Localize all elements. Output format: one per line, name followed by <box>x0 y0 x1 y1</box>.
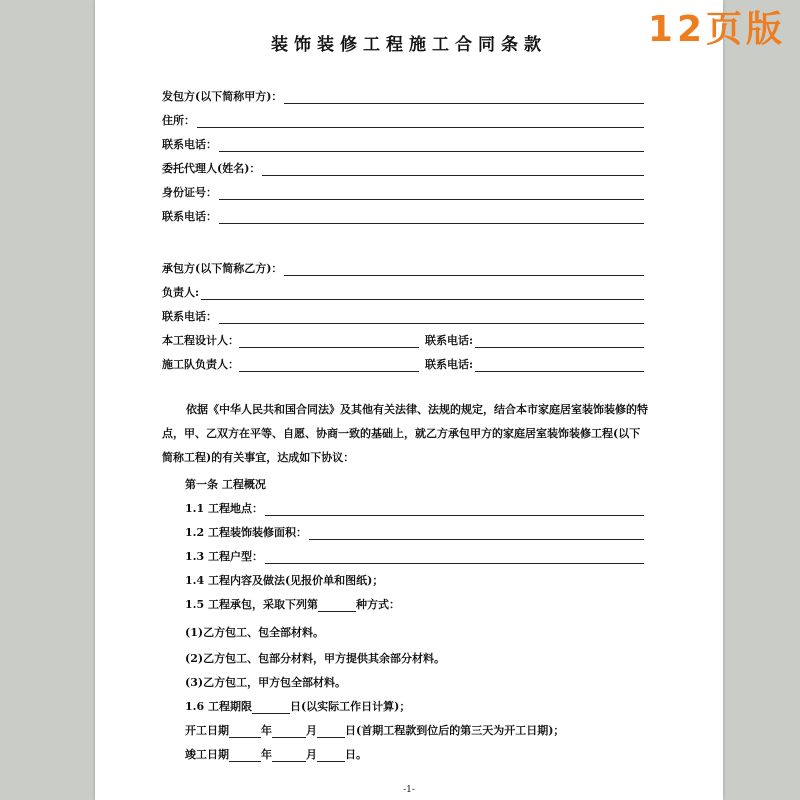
end-month-label: 月 <box>306 748 317 761</box>
party-b-name-label: 承包方(以下简称乙方)： <box>162 262 283 275</box>
option-2-text: (2)乙方包工、包部分材料，甲方提供其余部分材料。 <box>185 652 446 665</box>
page-number: -1- <box>403 785 415 795</box>
item-1-5-row <box>185 592 655 612</box>
team-leader-phone-blank[interactable] <box>475 358 644 372</box>
team-leader-label: 施工队负责人： <box>162 358 239 371</box>
party-b-phone-row <box>162 304 644 324</box>
team-leader-row <box>162 352 644 372</box>
party-a-address-label: 住所： <box>162 114 195 127</box>
designer-phone-blank[interactable] <box>475 334 644 348</box>
party-a-agent-label: 委托代理人(姓名)： <box>162 162 261 175</box>
start-date-label: 开工日期 <box>185 724 229 737</box>
start-month-label: 月 <box>306 724 317 737</box>
start-month-blank[interactable] <box>272 724 306 738</box>
party-a-id-label: 身份证号： <box>162 186 217 199</box>
unit-type-blank[interactable] <box>265 550 644 564</box>
item-1-4-row <box>185 568 655 588</box>
end-day-blank[interactable] <box>317 748 345 762</box>
end-day-label: 日。 <box>345 748 367 761</box>
option-1-row <box>185 620 655 640</box>
article-1-heading-row <box>185 472 655 492</box>
party-a-id-blank[interactable] <box>219 186 644 200</box>
party-a-agent-blank[interactable] <box>262 162 644 176</box>
team-leader-blank[interactable] <box>239 358 419 372</box>
item-1-1-row <box>185 496 655 516</box>
designer-label: 本工程设计人： <box>162 334 239 347</box>
start-year-blank[interactable] <box>229 724 261 738</box>
end-year-label: 年 <box>261 748 272 761</box>
item-1-4-label: 1.4 工程内容及做法(见报价单和图纸)； <box>185 574 384 587</box>
item-1-3-label: 1.3 工程户型： <box>185 550 263 563</box>
designer-row <box>162 328 644 348</box>
designer-blank[interactable] <box>239 334 419 348</box>
party-a-name-blank[interactable] <box>284 90 644 104</box>
party-b-phone-blank[interactable] <box>219 310 644 324</box>
party-a-agent-row <box>162 156 644 176</box>
item-1-1-label: 1.1 工程地点： <box>185 502 263 515</box>
party-b-manager-row <box>162 280 644 300</box>
team-leader-phone-label: 联系电话: <box>425 358 474 371</box>
document-title: 装饰装修工程施工合同条款 <box>271 35 547 55</box>
party-a-agent-phone-blank[interactable] <box>219 210 644 224</box>
party-a-agent-phone-label: 联系电话： <box>162 210 217 223</box>
end-month-blank[interactable] <box>272 748 306 762</box>
end-date-label: 竣工日期 <box>185 748 229 761</box>
start-day-note: 日(首期工程款到位后的第三天为开工日期)； <box>345 724 565 737</box>
option-3-row <box>185 670 655 690</box>
party-a-address-blank[interactable] <box>197 114 644 128</box>
item-1-5-suffix: 种方式： <box>355 598 400 611</box>
item-1-6-suffix: 日(以实际工作日计算)； <box>289 700 411 713</box>
item-1-6-row <box>185 694 655 714</box>
option-1-text: (1)乙方包工、包全部材料。 <box>185 626 325 639</box>
designer-phone-label: 联系电话: <box>425 334 474 347</box>
party-a-address-row <box>162 108 644 128</box>
item-1-6-label: 1.6 工程期限 <box>185 700 252 713</box>
party-a-name-row <box>162 84 644 104</box>
start-day-blank[interactable] <box>317 724 345 738</box>
option-3-text: (3)乙方包工，甲方包全部材料。 <box>185 676 347 689</box>
option-2-row <box>185 646 655 666</box>
item-1-2-label: 1.2 工程装饰装修面积： <box>185 526 307 539</box>
end-date-row <box>185 742 655 762</box>
party-a-name-label: 发包方(以下简称甲方)： <box>162 90 283 103</box>
page-count-badge: 12页版 <box>647 9 786 50</box>
party-b-name-blank[interactable] <box>284 262 644 276</box>
party-a-id-row <box>162 180 644 200</box>
mode-number-blank[interactable] <box>318 598 356 612</box>
party-a-phone-label: 联系电话： <box>162 138 217 151</box>
start-year-label: 年 <box>261 724 272 737</box>
preamble-text: 依据《中华人民共和国合同法》及其他有关法律、法规的规定，结合本市家庭居室装饰装修的特点，甲、乙双方在平等、自愿、协商一致的基础上，就乙方承包甲方的家庭居室装饰装修工程(以下简称工程)的有关事宜，达成如下协议： <box>162 403 648 464</box>
preamble <box>162 398 648 470</box>
end-year-blank[interactable] <box>229 748 261 762</box>
item-1-2-row <box>185 520 655 540</box>
item-1-5-label: 1.5 工程承包，采取下列第 <box>185 598 318 611</box>
party-a-agent-phone-row <box>162 204 644 224</box>
start-date-row <box>185 718 655 738</box>
party-b-phone-label: 联系电话： <box>162 310 217 323</box>
area-blank[interactable] <box>309 526 644 540</box>
party-b-manager-label: 负责人: <box>162 286 200 299</box>
article-1-heading: 第一条 工程概况 <box>185 478 266 491</box>
duration-days-blank[interactable] <box>252 700 290 714</box>
party-a-phone-row <box>162 132 644 152</box>
party-a-phone-blank[interactable] <box>219 138 644 152</box>
item-1-3-row <box>185 544 655 564</box>
site-location-blank[interactable] <box>265 502 644 516</box>
party-b-name-row <box>162 256 644 276</box>
party-b-manager-blank[interactable] <box>201 286 644 300</box>
